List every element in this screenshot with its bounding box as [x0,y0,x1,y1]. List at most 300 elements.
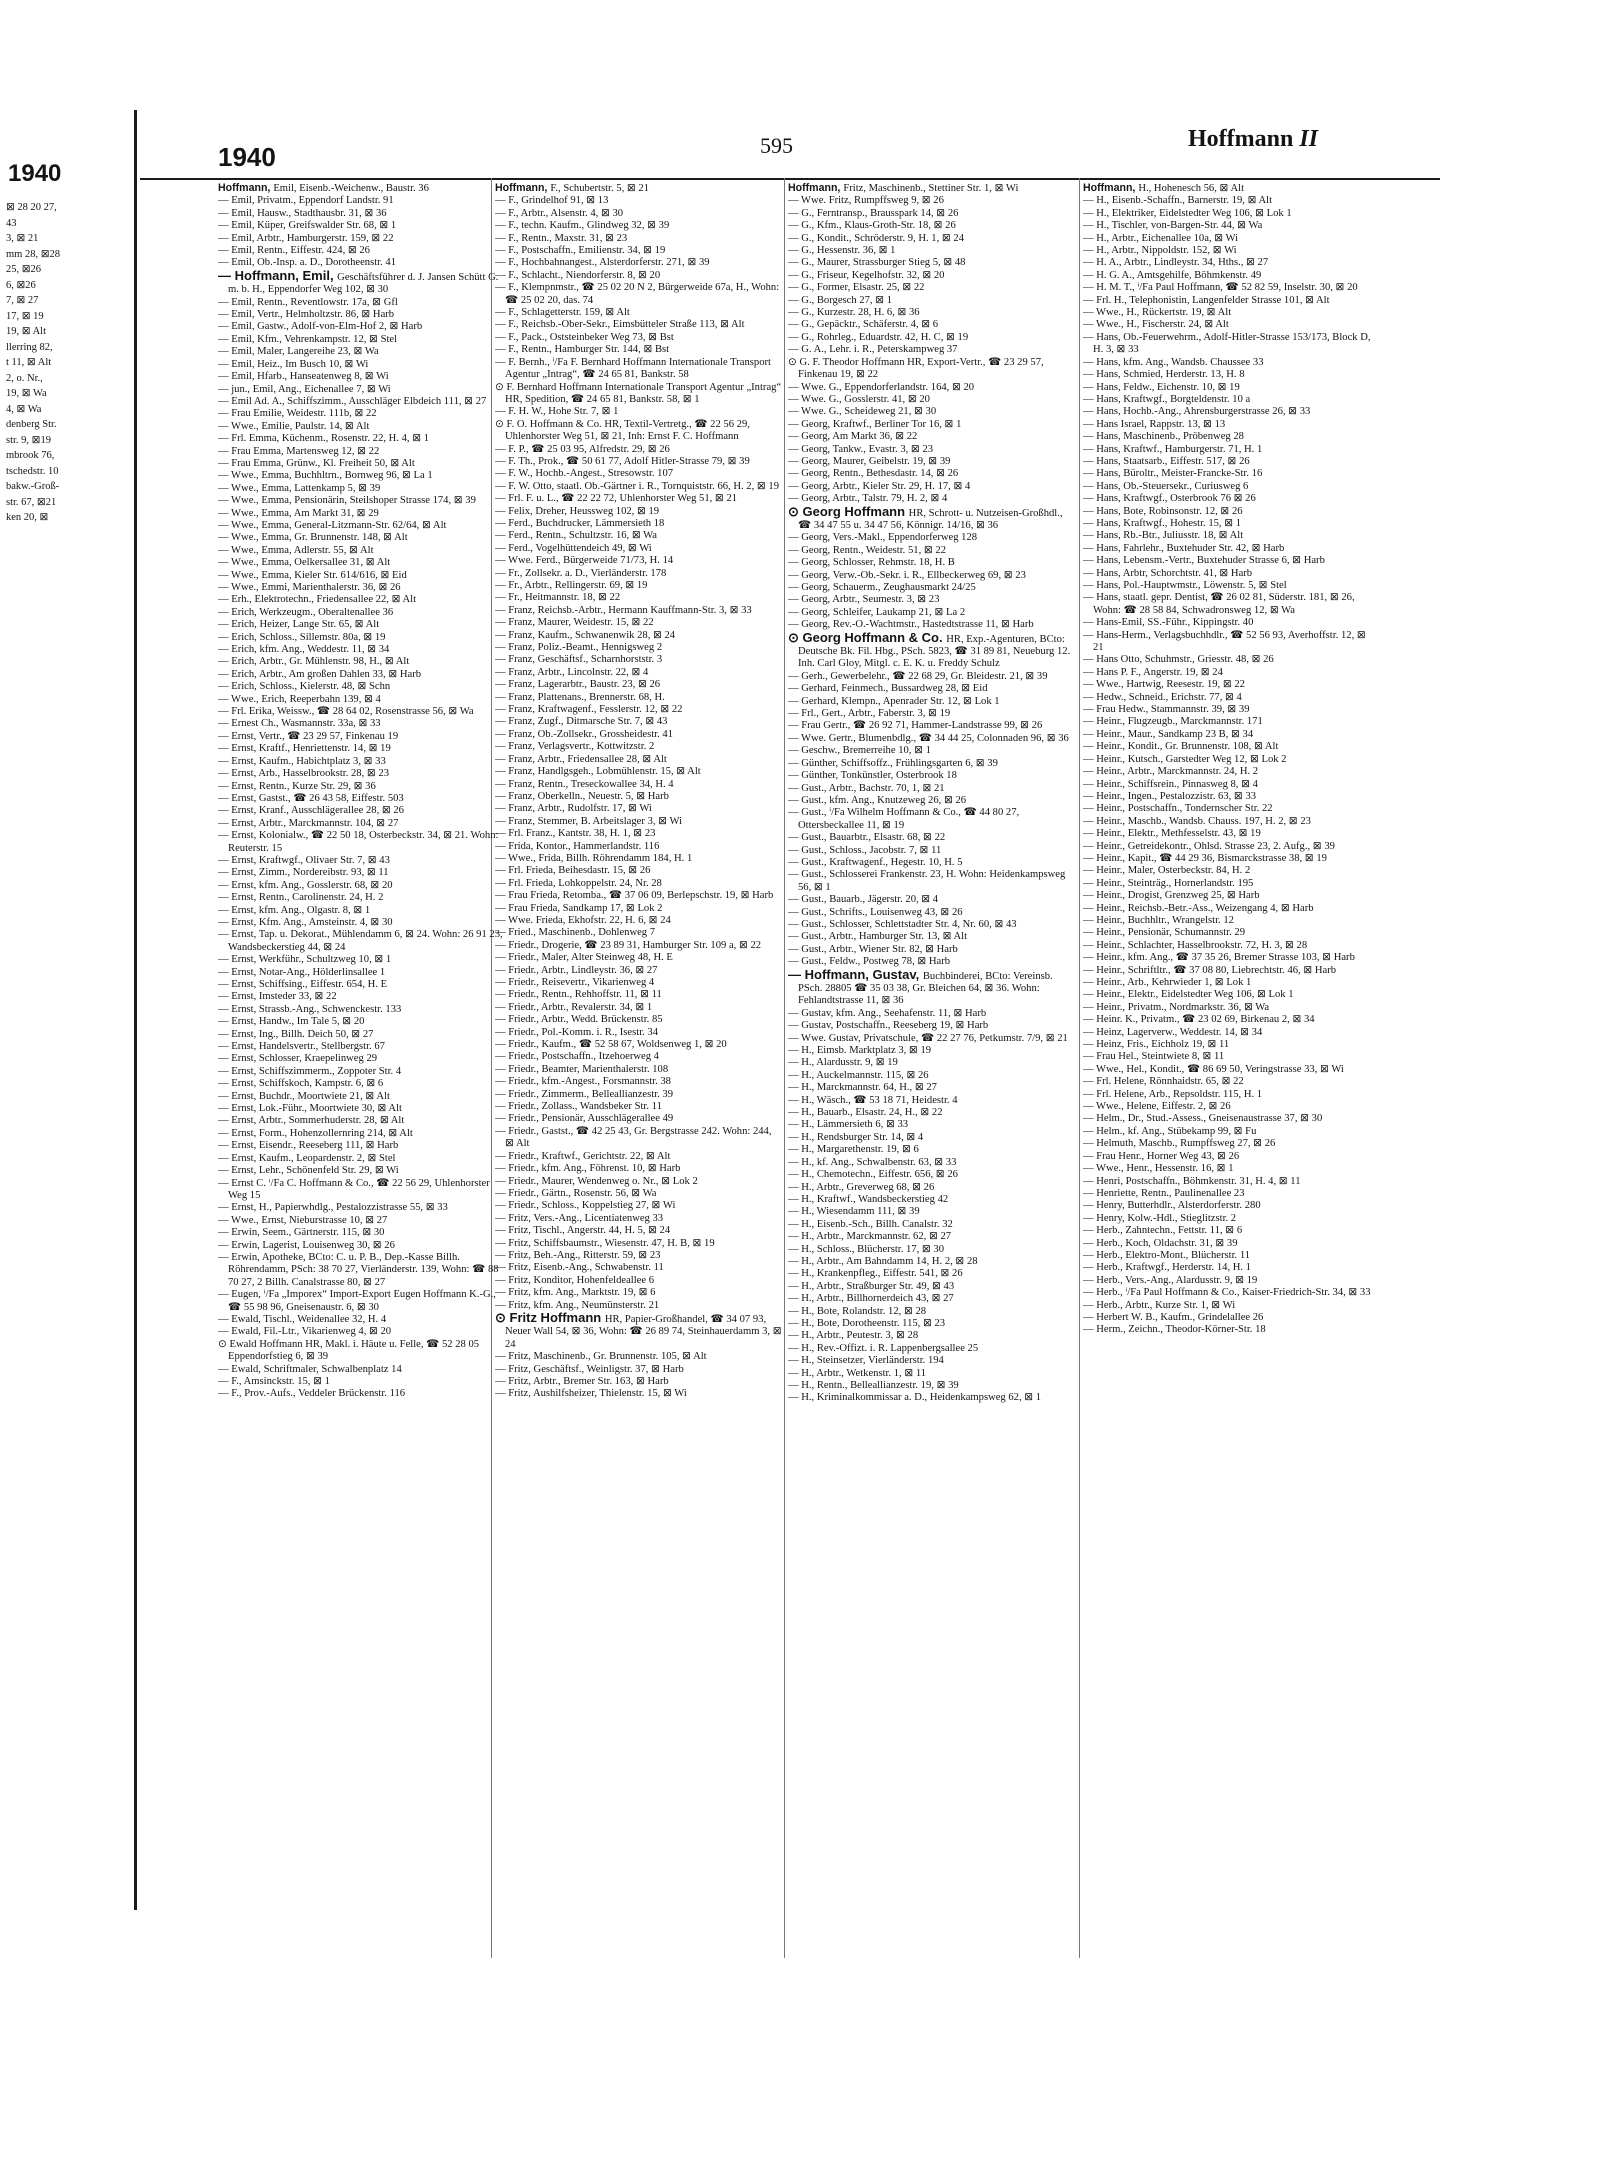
entry-text: — H., Margarethenstr. 19, ⊠ 6 [788,1144,919,1156]
directory-entry [495,1089,783,1101]
directory-entry [218,1289,506,1314]
directory-entry [788,758,1076,770]
entry-text: — Heinr., Flugzeugb., Marckmannstr. 171 [1083,716,1263,728]
entry-text: — Ernst, Schiffskoch, Kampstr. 6, ⊠ 6 [218,1078,384,1090]
entry-text: — Franz, Arbtr., Rudolfstr. 17, ⊠ Wi [495,803,652,815]
directory-entry [218,1066,506,1078]
directory-entry [218,892,506,904]
directory-entry [495,952,783,964]
entry-text: — Ernst, Form., Hohenzollernring 214, ⊠ Alt [218,1127,413,1139]
entry-text: — F. P., ☎ 25 03 95, Alfredstr. 29, ⊠ 26 [495,443,670,455]
directory-entry [495,816,783,828]
directory-entry [218,520,506,532]
directory-entry [495,357,783,382]
entry-text: — Ernst, kfm. Ang., Gosslerstr. 68, ⊠ 20 [218,879,393,891]
entry-text: — Franz, Kaufm., Schwanenwik 28, ⊠ 24 [495,629,676,641]
entry-text: — Hans, Hochb.-Ang., Ahrensburgerstrasse 26, ⊠ 33 [1083,406,1311,418]
entry-text: — Georg, Schauerm., Zeughausmarkt 24/25 [788,582,976,593]
entry-text: — Hans, Fahrlehr., Buxtehuder Str. 42, ⊠ Harb [1083,542,1285,554]
entry-text: — Herb., ⁱ/Fa Paul Hoffmann & Co., Kaiser-Friedrich-Str. 34, ⊠ 33 [1083,1287,1371,1299]
entry-text: — G., Former, Elsastr. 25, ⊠ 22 [788,282,925,294]
directory-entry [1083,444,1371,456]
entry-text: — Friedr., Arbtr., Revalerstr. 34, ⊠ 1 [495,1001,653,1013]
directory-entry [495,257,783,269]
entry-text: — Franz, Ob.-Zollsekr., Grossheidestr. 41 [495,728,674,740]
entry-text: — Wwe., Emmi, Marienthalerstr. 36, ⊠ 26 [218,582,401,593]
directory-entry [218,706,506,718]
directory-entry [788,557,1076,569]
fragment-line: denberg Str. [6,419,57,430]
directory-entry [1083,319,1371,331]
entry-text: — Ernst C. ⁱ/Fa C. Hoffmann & Co., ☎ 22 56 29, Uhlenhorster Weg 15 [218,1177,490,1201]
entry-text: — H., Eimsb. Marktplatz 3, ⊠ 19 [788,1045,932,1057]
entry-text: — Ernst, Eisendr., Reeseberg 111, ⊠ Harb [218,1140,399,1152]
directory-entry [495,729,783,741]
entry-text: — Heinr., Getreidekontr., Ohlsd. Strasse 23, 2. Aufg., ⊠ 39 [1083,840,1335,852]
directory-entry [788,382,1076,394]
entry-text: — Wwe., Emilie, Paulstr. 14, ⊠ Alt [218,420,370,432]
entry-text: — Wwe. Ferd., Bürgerweide 71/73, H. 14 [495,555,674,567]
directory-entry [1083,1200,1371,1212]
entry-text: — Herb., Arbtr., Kurze Str. 1, ⊠ Wi [1083,1299,1236,1311]
directory-entry [495,493,783,505]
directory-entry [788,1355,1076,1367]
directory-entry [218,182,506,195]
directory-entry [1083,1225,1371,1237]
entry-text: — Henry, Kolw.-Hdl., Stieglitzstr. 2 [1083,1212,1237,1224]
entry-text: — Fritz, kfm. Ang., Marktstr. 19, ⊠ 6 [495,1287,656,1299]
entry-text: — Wwe., Henr., Hessenstr. 16, ⊠ 1 [1083,1163,1234,1175]
fragment-line: 25, ⊠26 [6,264,42,275]
entry-text: — Ernst, Schiffszimmerm., Zoppoter Str. 4 [218,1065,402,1077]
entry-text: — Heinr., Maschb., Wandsb. Chauss. 197, H. 2, ⊠ 23 [1083,815,1311,827]
directory-entry [218,1202,506,1214]
directory-entry [218,979,506,991]
directory-entry [495,1014,783,1026]
entry-text: — H., Krankenpfleg., Eiffestr. 541, ⊠ 26 [788,1268,963,1280]
directory-entry [1083,679,1371,691]
directory-entry [218,1215,506,1227]
entry-text: — H., Wiesendamm 111, ⊠ 39 [788,1206,920,1218]
entry-text: — Ewald, Fil.-Ltr., Vikarienweg 4, ⊠ 20 [218,1326,392,1338]
entry-text: — F., Hochbahnangest., Alsterdorferstr. 271, ⊠ 39 [495,257,710,269]
entry-text: — Heinr., Buchhltr., Wrangelstr. 12 [1083,914,1234,926]
directory-entry [495,1188,783,1200]
directory-entry [788,257,1076,269]
entry-text: — Friedr., Gastst., ☎ 42 25 43, Gr. Bergstrasse 242. Wohn: 244, ⊠ Alt [495,1125,772,1150]
entry-text: — Wwe., Emma, Adlerstr. 55, ⊠ Alt [218,544,374,556]
entry-text: — Gust., Bauarbtr., Elsastr. 68, ⊠ 22 [788,832,946,844]
entry-text: — Ernst, Vertr., ☎ 23 29 57, Finkenau 19 [218,730,399,742]
directory-entry [495,878,783,890]
entry-text: — Fr., Heitmannstr. 18, ⊠ 22 [495,592,621,604]
directory-entry [1083,890,1371,902]
entry-text: — Frl. Helene, Rönnhaidstr. 65, ⊠ 22 [1083,1076,1244,1088]
entry-text: — Wwe., Emma, Buchhltrn., Bornweg 96, ⊠ La 1 [218,470,433,482]
directory-entry [218,991,506,1003]
entry-name: ⊙ Georg Hoffmann & Co. [788,629,947,645]
entry-text: — H., Arbtr., Nippoldstr. 152, ⊠ Wi [1083,245,1237,257]
entry-text: — Erich, Arbtr., Am großen Dahlen 33, ⊠ Harb [218,668,422,680]
entry-text: — Emil, Privatm., Eppendorf Landstr. 91 [218,195,394,207]
directory-entry [495,1250,783,1262]
entry-text: — Hans, Bote, Robinsonstr. 12, ⊠ 26 [1083,505,1243,517]
entry-text: — Friedr., Reisevertr., Vikarienweg 4 [495,977,655,988]
entry-text: — Ernst, Lehr., Schönenfeld Str. 29, ⊠ Wi [218,1165,399,1177]
entry-text: — Günther, Tonkünstler, Osterbrook 18 [788,770,957,782]
fragment-line: 17, ⊠ 19 [6,310,44,322]
directory-entry [1083,977,1371,989]
directory-entry [1083,816,1371,828]
directory-entry [1083,1213,1371,1225]
directory-entry [218,570,506,582]
directory-entry [495,642,783,654]
directory-entry [495,307,783,319]
directory-entry [1083,1238,1371,1250]
directory-entry [1083,369,1371,381]
directory-entry [218,1016,506,1028]
entry-text: — Friedr., Maler, Alter Steinweg 48, H. E [495,952,673,964]
directory-entry [495,853,783,865]
entry-text: — Friedr., Gärtn., Rosenstr. 56, ⊠ Wa [495,1187,657,1199]
directory-entry [788,357,1076,382]
directory-entry [1083,1138,1371,1150]
directory-entry [495,716,783,728]
directory-entry [218,594,506,606]
directory-entry [788,182,1076,195]
entry-name: Hoffmann, [788,182,844,194]
fragment-line: 2, o. Nr., [6,372,43,384]
entry-text: — Frau Hel., Steintwiete 8, ⊠ 11 [1083,1051,1225,1063]
entry-text: — Emil, Vertr., Helmholtzstr. 86, ⊠ Harb [218,309,395,321]
entry-text: — H. M. T., ⁱ/Fa Paul Hoffmann, ☎ 52 82 59, Inselstr. 30, ⊠ 20 [1083,282,1358,294]
entry-text: — Ernst, Kaufm., Habichtplatz 3, ⊠ 33 [218,755,386,767]
directory-entry [788,1107,1076,1119]
directory-entry [788,1206,1076,1218]
entry-text: — F. W., Hochb.-Angest., Stresowstr. 107 [495,468,674,480]
directory-entry [1083,257,1371,269]
entry-text: — Franz, Handlgsgeh., Lobmühlenstr. 15, ⊠ Alt [495,766,701,778]
directory-entry [788,857,1076,869]
directory-entry [218,1252,506,1289]
directory-entry [218,297,506,309]
directory-entry [1083,506,1371,518]
directory-entry [788,220,1076,232]
directory-entry [495,208,783,220]
directory-entry [495,605,783,617]
directory-entry [1083,245,1371,257]
entry-text: — Fritz, Konditor, Hohenfeldeallee 6 [495,1274,655,1286]
fragment-line: str. 67, ⊠21 [6,496,57,508]
directory-entry [218,1388,506,1400]
directory-entry [1083,1176,1371,1188]
entry-text: — Hans, Rb.-Btr., Juliusstr. 18, ⊠ Alt [1083,530,1244,542]
directory-entry [788,344,1076,356]
entry-text: — Frl. Helene, Arb., Repsoldstr. 115, H. 1 [1083,1088,1263,1100]
entry-text: — Gust., Schrifts., Louisenweg 43, ⊠ 26 [788,906,963,918]
directory-entry [218,208,506,220]
entry-text: — Ernst, Arbtr., Sommerhuderstr. 28, ⊠ Alt [218,1115,405,1127]
entry-text: — Herb., Elektro-Mont., Blücherstr. 11 [1083,1249,1251,1261]
directory-entry [1083,394,1371,406]
directory-entry [788,532,1076,544]
entry-text: — Franz, Zugf., Ditmarsche Str. 7, ⊠ 43 [495,716,668,728]
entry-text: — H., Bote, Dorotheenstr. 115, ⊠ 23 [788,1317,946,1329]
entry-text: — F. Bernh., ⁱ/Fa F. Bernhard Hoffmann Internationale Transport Agentur „Intrag“, ☎ 24 65 81, Bankstr. 58 [495,356,771,381]
entry-text: — Gust., kfm. Ang., Knutzeweg 26, ⊠ 26 [788,794,967,806]
directory-entry [1083,1027,1371,1039]
entry-text: — Ernst, Arb., Hasselbrookstr. 28, ⊠ 23 [218,768,390,780]
entry-text: — F. Th., Prok., ☎ 50 61 77, Adolf Hitler-Strasse 79, ⊠ 39 [495,455,750,467]
entry-text: — G., Maurer, Strassburger Stieg 5, ⊠ 48 [788,257,966,269]
fragment-line: ⊠ 28 20 27, [6,202,57,213]
directory-entry [218,483,506,495]
fragment-line: str. 9, ⊠19 [6,434,51,446]
directory-entry [1083,1262,1371,1274]
directory-entry [788,1268,1076,1280]
entry-text: — G., Friseur, Kegelhofstr. 32, ⊠ 20 [788,269,945,281]
directory-entry [788,319,1076,331]
directory-entry [218,756,506,768]
entry-text: — Emil, Ob.-Insp. a. D., Dorotheenstr. 41 [218,257,397,269]
entry-text: — Frl. Emma, Küchenm., Rosenstr. 22, H. 4, ⊠ 1 [218,433,430,445]
entry-text: — Franz, Lagerarbtr., Baustr. 23, ⊠ 26 [495,679,661,691]
directory-entry [788,394,1076,406]
entry-text: — Gust., Schlosserei Frankenstr. 23, H. Wohn: Heidenkampsweg 56, ⊠ 1 [788,869,1066,893]
entry-text: — Gust., Arbtr., Wiener Str. 82, ⊠ Harb [788,943,958,955]
directory-entry [218,967,506,979]
entry-text: — Erich, Heizer, Lange Str. 65, ⊠ Alt [218,619,380,631]
directory-entry [788,233,1076,245]
entry-text: — Ewald, Tischl., Weidenallee 32, H. 4 [218,1313,387,1325]
directory-entry [1083,1188,1371,1200]
entry-text: — Gust., Feldw., Postweg 78, ⊠ Harb [788,956,951,968]
fragment-line: 3, ⊠ 21 [6,233,39,244]
directory-entry [788,907,1076,919]
entry-text: — Georg, Rev.-O.-Wachtmstr., Hastedtstrasse 11, ⊠ Harb [788,619,1034,631]
entry-text: — Georg, Kraftwf., Berliner Tor 16, ⊠ 1 [788,418,962,430]
fragment-line: 19, ⊠ Alt [6,326,47,337]
directory-entry [218,321,506,333]
entry-text: — Eugen, ⁱ/Fa „Imporex“ Import-Export Eugen Hoffmann K.-G., ☎ 55 98 96, Gneisenaustr. 6, ⊠ 30 [218,1289,496,1313]
directory-entry [788,671,1076,683]
entry-text: — Franz, Poliz.-Beamt., Hennigsweg 2 [495,642,663,654]
entry-text: — Fritz, Maschinenb., Gr. Brunnenstr. 105, ⊠ Alt [495,1351,707,1363]
directory-entry [495,245,783,257]
entry-text: — H., Kriminalkommissar a. D., Heidenkampsweg 62, ⊠ 1 [788,1392,1042,1404]
directory-entry [218,880,506,892]
entry-text: — Wwe. Fritz, Rumpffsweg 9, ⊠ 26 [788,195,944,207]
directory-entry [495,1051,783,1063]
directory-entry [495,1351,783,1363]
entry-text: — Wwe. G., Gosslerstr. 41, ⊠ 20 [788,393,930,405]
entry-text: — Franz, Oberkelln., Neuestr. 5, ⊠ Harb [495,790,669,802]
directory-entry [788,295,1076,307]
directory-entry [1083,332,1371,357]
directory-entry [218,731,506,743]
entry-text: — Friedr., Drogerie, ☎ 23 89 31, Hamburger Str. 109 a, ⊠ 22 [495,939,762,951]
directory-entry [1083,1126,1371,1138]
entry-text: — Emil, Arbtr., Hamburgerstr. 159, ⊠ 22 [218,232,394,244]
directory-entry [218,1103,506,1115]
directory-entry [495,1238,783,1250]
entry-text: — Wwe., Emma, Lattenkamp 5, ⊠ 39 [218,482,381,494]
entry-text: — F. H. W., Hohe Str. 7, ⊠ 1 [495,406,619,418]
directory-entry [1083,406,1371,418]
entry-text: HR, Schrott- u. Nutzeisen-Großhdl., ☎ 34 47 55 u. 34 47 56, Könnigr. 14/16, ⊠ 36 [798,507,1063,531]
directory-entry [495,332,783,344]
page-year: 1940 [218,142,276,172]
directory-entry [218,1115,506,1127]
entry-text: — H., Alardusstr. 9, ⊠ 19 [788,1057,898,1069]
entry-text: — F. W. Otto, staatl. Ob.-Gärtner i. R., Tornquiststr. 66, H. 2, ⊠ 19 [495,480,779,492]
entry-text: — Georg, Am Markt 36, ⊠ 22 [788,431,918,443]
directory-entry [218,1153,506,1165]
directory-column-2 [495,182,783,1952]
directory-entry [495,1002,783,1014]
directory-entry [495,419,783,444]
directory-entry [495,506,783,518]
entry-text: — H., Arbtr., Straßburger Str. 49, ⊠ 43 [788,1280,955,1292]
directory-entry [495,865,783,877]
directory-entry [218,1240,506,1252]
entry-text: — Fritz, kfm. Ang., Neumünsterstr. 21 [495,1299,660,1311]
directory-entry [788,594,1076,606]
entry-text: — Fritz, Schiffsbaumstr., Wiesenstr. 47, H. B, ⊠ 19 [495,1237,715,1249]
directory-entry [218,557,506,569]
directory-entry [788,1368,1076,1380]
entry-text: — Frau Emma, Grünw., Kl. Freiheit 50, ⊠ Alt [218,457,415,469]
entry-text: — Hans, Schmied, Herderstr. 13, H. 8 [1083,369,1245,381]
directory-entry [788,1132,1076,1144]
running-head-name: Hoffmann [1188,126,1294,152]
directory-entry [218,694,506,706]
entry-text: — Heinr., Schiffsrein., Pinnasweg 8, ⊠ 4 [1083,778,1258,790]
entry-text: — H., Arbtr., Eichenallee 10a, ⊠ Wi [1083,232,1239,244]
directory-entry [1083,1002,1371,1014]
entry-text: — Frida, Kontor., Hammerlandstr. 116 [495,840,660,852]
entry-text: — Georg, Arbtr., Seumestr. 3, ⊠ 23 [788,594,940,606]
directory-entry [1083,1312,1371,1324]
entry-text: — Erich, Werkzeugm., Oberaltenallee 36 [218,606,394,618]
directory-entry [1083,716,1371,728]
entry-text: — Hans, staatl. gepr. Dentist, ☎ 26 02 81, Süderstr. 181, ⊠ 26, Wohn: ☎ 28 58 84, Schwadronsweg 12, ⊠ Wa [1083,592,1355,616]
directory-entry [495,667,783,679]
entry-text: — F., techn. Kaufm., Glindweg 32, ⊠ 39 [495,220,670,232]
entry-text: — Wwe. Gertr., Blumenbdlg., ☎ 34 44 25, Colonnaden 96, ⊠ 36 [788,732,1069,744]
directory-entry [495,481,783,493]
directory-entry [788,869,1076,894]
directory-entry [495,692,783,704]
entry-text: — F., Reichsb.-Ober-Sekr., Eimsbütteler Straße 113, ⊠ Alt [495,319,745,331]
directory-entry [218,1091,506,1103]
directory-entry [788,629,1076,671]
directory-entry [788,607,1076,619]
entry-text: — Friedr., Kraftwf., Gerichtstr. 22, ⊠ Alt [495,1150,671,1162]
directory-entry [218,220,506,232]
directory-entry [495,630,783,642]
entry-text: — Friedr., Arbtr., Wedd. Brückenstr. 85 [495,1014,663,1026]
entry-text: — Ernst, Werkführ., Schultzweg 10, ⊠ 1 [218,954,392,966]
directory-entry [1083,779,1371,791]
entry-text: — Frau Emma, Martensweg 12, ⊠ 22 [218,445,380,457]
directory-entry [1083,940,1371,952]
entry-text: — H., Tischler, von-Bargen-Str. 44, ⊠ Wa [1083,220,1263,232]
entry-text: — G., Gepäcktr., Schäferstr. 4, ⊠ 6 [788,319,939,331]
directory-entry [788,1057,1076,1069]
adjacent-page-year: 1940 [8,160,62,187]
entry-name: Hoffmann, [495,182,551,194]
entry-text: — Fr., Zollsekr. a. D., Vierländerstr. 178 [495,567,667,579]
entry-text: — H., Arbtr., Marckmannstr. 62, ⊠ 27 [788,1231,952,1243]
directory-entry [788,444,1076,456]
entry-text: Buchbinderei, BCto: Vereinsb. PSch. 28805 ☎ 35 03 38, Gr. Bleichen 64, ⊠ 36. Wohn: Fehlandtstrasse 11, ⊠ 36 [798,970,1053,1007]
directory-column-1 [218,182,506,1952]
directory-entry [1083,493,1371,505]
directory-entry [1083,220,1371,232]
directory-entry [788,1020,1076,1032]
directory-entry [1083,182,1371,195]
directory-entry [788,720,1076,732]
entry-text: — Hans, Ob.-Feuerwehrm., Adolf-Hitler-Strasse 153/173, Block D, H. 3, ⊠ 33 [1083,331,1371,356]
directory-entry [788,783,1076,795]
directory-entry [218,632,506,644]
entry-text: — Ernst, Lok.-Führ., Moortwiete 30, ⊠ Alt [218,1103,402,1115]
directory-entry [788,406,1076,418]
directory-entry [788,307,1076,319]
directory-entry [1083,1014,1371,1026]
directory-entry [788,1182,1076,1194]
directory-entry [218,371,506,383]
entry-text: — Heinr., Elektr., Methfesselstr. 43, ⊠ 19 [1083,828,1261,840]
fragment-line: 7, ⊠ 27 [6,295,39,306]
directory-entry [495,282,783,307]
entry-text: — Emil, Gastw., Adolf-von-Elm-Hof 2, ⊠ Harb [218,321,423,333]
entry-text: — F., Klempnmstr., ☎ 25 02 20 N 2, Bürgerweide 67a, H., Wohn: ☎ 25 02 20, das. 74 [495,282,780,306]
entry-text: — Erwin, Seem., Gärtnerstr. 115, ⊠ 30 [218,1227,385,1239]
directory-entry [495,1225,783,1237]
entry-text: — Gerhard, Klempn., Apenrader Str. 12, ⊠ Lok 1 [788,695,1000,707]
entry-text: — Heinr., Kapit., ☎ 44 29 36, Bismarckstrasse 38, ⊠ 19 [1083,852,1327,864]
directory-entry [495,233,783,245]
entry-text: — Fr., Arbtr., Rellingerstr. 69, ⊠ 19 [495,580,648,591]
entry-name: — Hoffmann, Gustav, [788,966,923,982]
directory-entry [1083,295,1371,307]
directory-entry [1083,1287,1371,1299]
directory-entry [495,220,783,232]
entry-text: — H., Eisenb.-Schaffn., Barnerstr. 19, ⊠ Alt [1083,195,1273,207]
entry-text: — Hans, Arbtr, Schorchtstr. 41, ⊠ Harb [1083,567,1253,579]
entry-text: — Wwe., Emma, Gr. Brunnenstr. 148, ⊠ Alt [218,532,408,544]
entry-text: — Friedr., Pol.-Komm. i. R., Isestr. 34 [495,1026,659,1038]
entry-text: — H., Chemotechn., Eiffestr. 656, ⊠ 26 [788,1169,958,1181]
directory-entry [1083,419,1371,431]
directory-entry [218,408,506,420]
directory-entry [495,741,783,753]
directory-entry [495,1388,783,1400]
entry-text: — H., Eisenb.-Sch., Billh. Canalstr. 32 [788,1218,953,1230]
entry-text: — Hans, kfm. Ang., Wandsb. Chaussee 33 [1083,356,1264,368]
directory-entry [788,1256,1076,1268]
directory-entry [1083,754,1371,766]
directory-entry [1083,1089,1371,1101]
directory-entry [495,456,783,468]
directory-entry [495,791,783,803]
entry-text: — Georg, Rentn., Bethesdastr. 14, ⊠ 26 [788,468,959,480]
entry-text: — Erich, kfm. Ang., Weddestr. 11, ⊠ 34 [218,644,390,656]
entry-text: — Hans Israel, Rappstr. 13, ⊠ 13 [1083,418,1226,430]
directory-entry [788,770,1076,782]
